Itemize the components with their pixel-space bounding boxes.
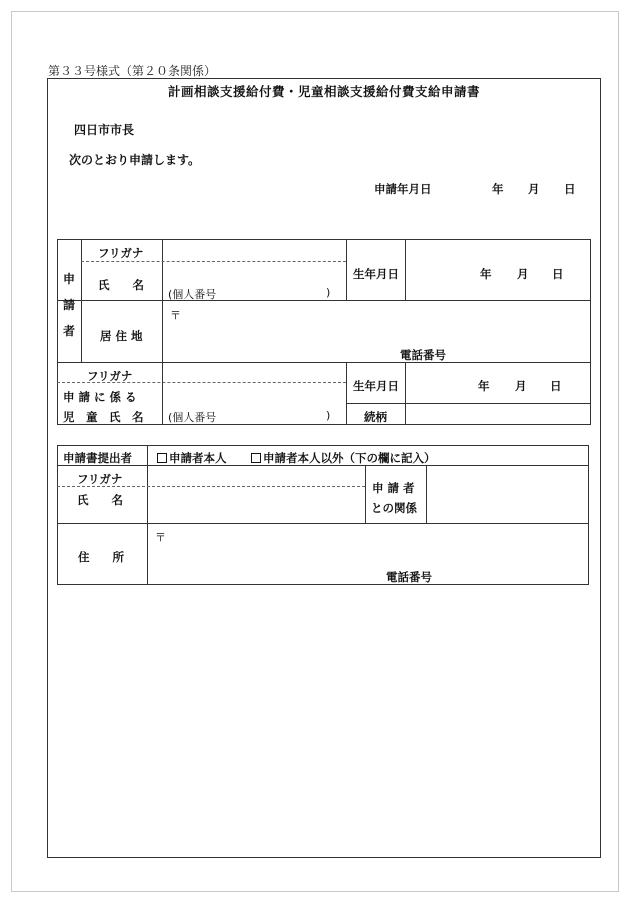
line <box>57 239 591 240</box>
line <box>405 239 406 301</box>
applicant-birth-day: 日 <box>552 267 564 281</box>
applicant-phone-label: 電話番号 <box>400 348 446 362</box>
submitter-name-label: 氏 名 <box>77 493 123 507</box>
applicant-birth-year: 年 <box>480 267 492 281</box>
checkbox-self-icon[interactable] <box>157 453 167 463</box>
line <box>588 445 589 585</box>
child-label-line2: 児 童 氏 名 <box>63 410 144 424</box>
checkbox-other-icon[interactable] <box>251 453 261 463</box>
line <box>346 403 591 404</box>
line <box>590 239 591 425</box>
applicant-personal-number: (個人番号 <box>168 288 217 301</box>
applicant-section-label <box>60 266 78 344</box>
applicant-birth-month: 月 <box>517 267 529 281</box>
submitter-label: 申請書提出者 <box>63 451 132 465</box>
line <box>57 239 58 425</box>
line <box>147 445 148 585</box>
application-date-label: 申請年月日 <box>374 182 432 196</box>
addressee: 四日市市長 <box>74 123 135 137</box>
submitter-furigana-label: フリガナ <box>77 472 123 486</box>
applicant-personal-number-close: ) <box>326 286 331 299</box>
applicant-label-char: 者 <box>62 324 75 338</box>
form-title: 計画相談支援給付費・児童相談支援給付費支給申請書 <box>167 84 480 99</box>
line <box>57 362 591 363</box>
child-birth-year: 年 <box>478 379 490 393</box>
line <box>81 239 82 363</box>
line <box>405 362 406 425</box>
submitter-address-label: 住 所 <box>78 550 124 564</box>
submitter-postal-mark: 〒 <box>155 531 166 544</box>
submitter-option-self[interactable] <box>157 450 227 466</box>
line <box>426 465 427 524</box>
line <box>57 300 591 301</box>
applicant-name-label: 氏 名 <box>98 278 144 292</box>
statement: 次のとおり申請します。 <box>69 153 201 167</box>
child-relationship-label: 続柄 <box>364 410 387 424</box>
applicant-birthdate-label: 生年月日 <box>353 267 399 281</box>
line <box>365 465 366 524</box>
child-birth-month: 月 <box>515 379 527 393</box>
child-birthdate-label: 生年月日 <box>353 379 399 393</box>
form-number: 第３３号様式（第２０条関係） <box>48 64 217 78</box>
child-personal-number: (個人番号 <box>168 411 217 424</box>
line <box>346 239 347 301</box>
applicant-furigana-label: フリガナ <box>98 246 144 260</box>
line <box>162 239 163 425</box>
application-month: 月 <box>528 182 540 196</box>
child-label-line1: 申 請 に 係 る <box>63 390 137 404</box>
child-birth-day: 日 <box>550 379 562 393</box>
option-other-text: 申請者本人以外（下の欄に記入） <box>263 451 436 465</box>
line <box>57 445 58 585</box>
submitter-relation-line1: 申 請 者 <box>372 481 415 495</box>
furigana-separator <box>81 261 346 262</box>
line <box>57 584 589 585</box>
submitter-phone-label: 電話番号 <box>386 570 432 584</box>
line <box>346 362 347 425</box>
line <box>57 445 589 446</box>
option-self-text: 申請者本人 <box>169 451 227 465</box>
applicant-residence-label: 居 住 地 <box>100 329 143 343</box>
applicant-label-char: 請 <box>62 298 75 312</box>
submitter-relation-line2: との関係 <box>371 501 417 515</box>
application-year: 年 <box>492 182 504 196</box>
applicant-label-char: 申 <box>62 272 75 286</box>
submitter-option-other[interactable] <box>251 450 436 466</box>
applicant-postal-mark: 〒 <box>170 309 181 322</box>
child-personal-number-close: ) <box>326 409 331 422</box>
child-furigana-label: フリガナ <box>87 369 133 383</box>
form-frame <box>47 78 601 858</box>
line <box>57 523 589 524</box>
application-day: 日 <box>564 182 576 196</box>
